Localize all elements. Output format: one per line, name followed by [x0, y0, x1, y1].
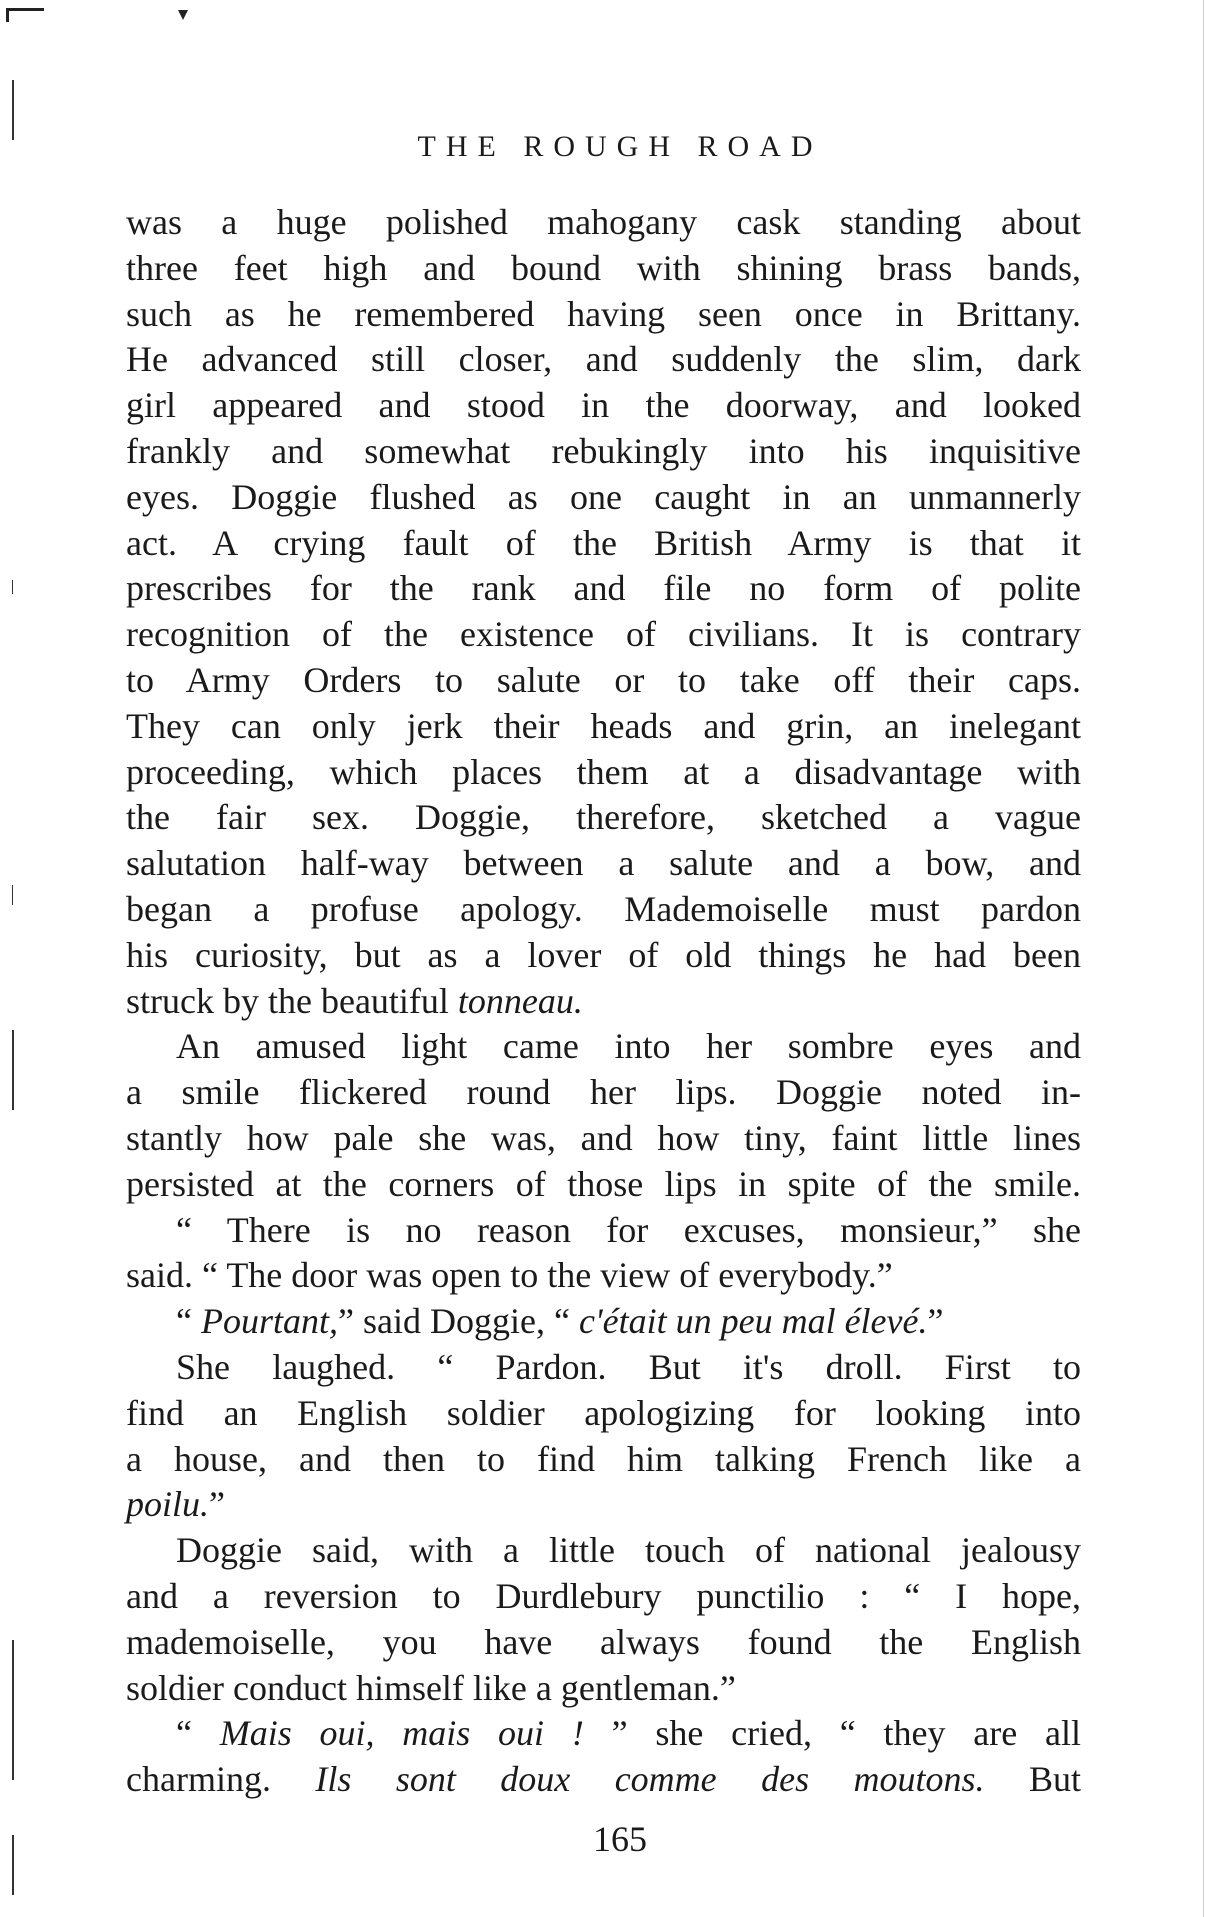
line-text: was a huge polished mahogany cask standing about: [126, 202, 1081, 242]
scan-corner-mark-vertical: [6, 8, 9, 22]
line-text: a smile flickered round her lips. Doggie noted in-: [126, 1072, 1081, 1113]
italic-text: poilu.: [126, 1484, 210, 1525]
text-line: [126, 1437, 1081, 1483]
running-head: THE ROUGH ROAD: [417, 130, 823, 163]
text-line: [126, 1116, 1081, 1162]
text-line: [126, 933, 1081, 979]
text-line: [126, 1711, 1081, 1757]
line-text: They can only jerk their heads and grin, an inelegant: [126, 705, 1081, 746]
italic-text: Ils sont doux comme des moutons.: [315, 1759, 985, 1800]
text-line: [126, 1666, 1081, 1712]
line-text: mademoiselle, you have always found the English: [126, 1621, 1081, 1662]
line-text: stantly how pale she was, and how tiny, faint little lines: [126, 1117, 1081, 1158]
text-line: [126, 841, 1081, 887]
scan-edge-line: [12, 580, 13, 594]
scan-edge-line: [12, 1640, 14, 1780]
text-line: [126, 1024, 1081, 1070]
italic-text: Mais oui, mais oui !: [219, 1713, 584, 1754]
text-line: [126, 704, 1081, 750]
text-line: [126, 1070, 1081, 1116]
line-text: salutation half-way between a salute and a bow, and: [126, 843, 1081, 884]
italic-text: Pourtant,: [200, 1301, 338, 1342]
line-text: girl appeared and stood in the doorway, and looked: [126, 385, 1081, 426]
line-text: He advanced still closer, and suddenly the slim, dark: [126, 339, 1081, 380]
line-text: began a profuse apology. Mademoiselle must pardon: [126, 888, 1081, 929]
line-text: three feet high and bound with shining brass bands,: [126, 247, 1081, 288]
line-text: struck by the beautiful: [126, 980, 458, 1021]
line-text: the fair sex. Doggie, therefore, sketched a vague: [126, 797, 1081, 838]
text-line: [126, 1345, 1081, 1391]
page-number: 165: [593, 1819, 647, 1859]
line-text: “: [176, 1301, 201, 1342]
line-text: “: [176, 1713, 220, 1754]
body-text: [126, 200, 1081, 1803]
italic-text: tonneau.: [457, 980, 583, 1021]
text-line: [126, 566, 1081, 612]
text-line: [126, 1253, 1081, 1299]
line-text: act. A crying fault of the British Army is that it: [126, 522, 1081, 563]
italic-text: c'était un peu mal élevé.: [578, 1301, 928, 1342]
line-text: eyes. Doggie flushed as one caught in an unmannerly: [126, 476, 1081, 517]
line-text: proceeding, which places them at a disadvantage with: [126, 751, 1081, 792]
line-text: charming.: [126, 1759, 316, 1800]
text-line: [126, 1528, 1081, 1574]
line-text: ” she cried, “ they are all: [583, 1713, 1081, 1754]
text-line: [126, 1162, 1081, 1208]
line-text: said. “ The door was open to the view of everybody.”: [126, 1255, 893, 1296]
line-text: to Army Orders to salute or to take off their caps.: [126, 659, 1081, 700]
line-text: But: [984, 1759, 1081, 1800]
scan-edge-line: [12, 885, 13, 905]
text-line: [126, 979, 1081, 1025]
line-text: his curiosity, but as a lover of old things he had been: [126, 934, 1081, 975]
line-text: persisted at the corners of those lips in spite of the smile.: [126, 1163, 1081, 1204]
line-text: a house, and then to find him talking French like a: [126, 1438, 1081, 1479]
scan-triangle-mark: [178, 10, 188, 20]
line-text: prescribes for the rank and file no form of polite: [126, 568, 1081, 609]
line-text: ”: [209, 1484, 225, 1525]
text-line: [126, 612, 1081, 658]
text-line: [126, 429, 1081, 475]
line-text: Doggie said, with a little touch of national jealousy: [176, 1530, 1081, 1571]
text-line: [126, 200, 1081, 246]
page-edge-rule: [1203, 0, 1204, 1917]
text-line: [126, 750, 1081, 796]
line-text: such as he remembered having seen once in Brittany.: [126, 293, 1081, 334]
text-line: [126, 1391, 1081, 1437]
text-line: [126, 1757, 1081, 1803]
line-text: recognition of the existence of civilians. It is contrary: [126, 614, 1081, 655]
text-line: [126, 1482, 1081, 1528]
text-line: [126, 337, 1081, 383]
scan-corner-mark: [6, 8, 44, 11]
text-line: [126, 292, 1081, 338]
scan-edge-line: [12, 1030, 14, 1110]
text-line: [126, 1208, 1081, 1254]
line-text: find an English soldier apologizing for looking into: [126, 1392, 1081, 1433]
line-text: An amused light came into her sombre eyes and: [176, 1026, 1081, 1067]
text-line: [126, 658, 1081, 704]
text-line: [126, 1574, 1081, 1620]
line-text: “ There is no reason for excuses, monsieur,” she: [176, 1209, 1081, 1250]
text-line: [126, 521, 1081, 567]
text-line: [126, 1620, 1081, 1666]
line-text: soldier conduct himself like a gentleman.”: [126, 1667, 736, 1708]
line-text: She laughed. “ Pardon. But it's droll. First to: [176, 1346, 1081, 1387]
text-line: [126, 383, 1081, 429]
text-line: [126, 795, 1081, 841]
line-text: ”: [927, 1301, 944, 1342]
text-line: [126, 246, 1081, 292]
text-line: [126, 1299, 1081, 1345]
line-text: ” said Doggie, “: [338, 1301, 579, 1342]
text-line: [126, 887, 1081, 933]
line-text: frankly and somewhat rebukingly into his inquisitive: [126, 430, 1081, 471]
line-text: and a reversion to Durdlebury punctilio : “ I hope,: [126, 1575, 1081, 1616]
text-line: [126, 475, 1081, 521]
